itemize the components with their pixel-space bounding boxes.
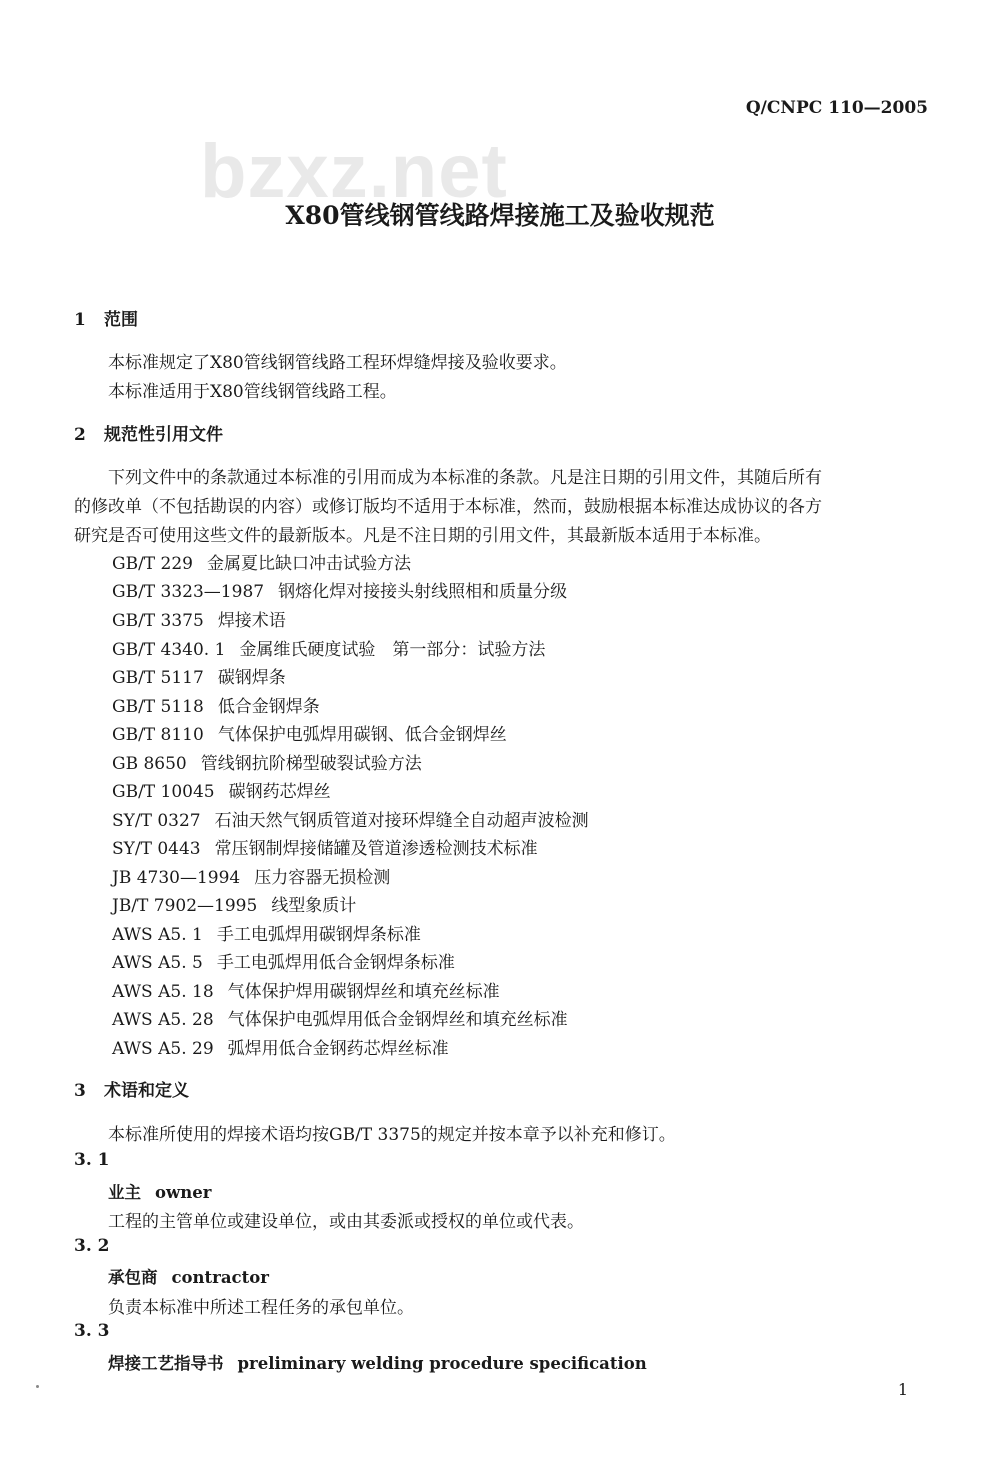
reference-title: 手工电弧焊用碳钢焊条标准	[216, 925, 421, 945]
paragraph-line: 下列文件中的条款通过本标准的引用而成为本标准的条款。凡是注日期的引用文件，其随后所有	[108, 468, 822, 488]
reference-item	[112, 920, 421, 945]
paragraph: 本标准所使用的焊接术语均按GB/T 3375的规定并按本章予以补充和修订。	[108, 1125, 676, 1145]
reference-item	[112, 948, 455, 973]
section-title: 范围	[104, 310, 138, 330]
reference-item	[112, 777, 331, 802]
reference-item	[112, 635, 545, 660]
reference-title: 手工电弧焊用低合金钢焊条标准	[216, 953, 455, 973]
reference-title: 气体保护焊用碳钢焊丝和填充丝标准	[227, 982, 500, 1002]
subsection-number: 3. 1	[74, 1150, 110, 1170]
reference-code: AWS A5. 5	[112, 953, 203, 973]
reference-code: GB/T 3323—1987	[112, 582, 265, 602]
term-heading	[108, 1350, 647, 1374]
reference-code: GB/T 5117	[112, 668, 204, 688]
paragraph-line: 的修改单（不包括勘误的内容）或修订版均不适用于本标准，然而，鼓励根据本标准达成协议的各方	[74, 497, 822, 517]
reference-code: GB/T 4340. 1	[112, 640, 226, 660]
reference-title: 低合金钢焊条	[217, 697, 320, 717]
standard-code: Q/CNPC 110—2005	[745, 98, 928, 118]
reference-title: 压力容器无损检测	[254, 868, 391, 888]
reference-code: JB 4730—1994	[112, 868, 241, 888]
reference-code: AWS A5. 28	[112, 1010, 214, 1030]
section-1-heading	[74, 305, 138, 330]
reference-item	[112, 692, 320, 717]
reference-item	[112, 663, 286, 688]
section-title: 规范性引用文件	[104, 425, 223, 445]
reference-title: 金属维氏硬度试验 第一部分：试验方法	[239, 640, 546, 660]
reference-title: 焊接术语	[217, 611, 286, 631]
reference-item	[112, 720, 507, 745]
reference-code: GB 8650	[112, 754, 187, 774]
reference-item	[112, 749, 422, 774]
subsection-number: 3. 3	[74, 1321, 110, 1341]
reference-code: AWS A5. 29	[112, 1039, 214, 1059]
term-en: preliminary welding procedure specification	[237, 1354, 647, 1373]
scan-speck	[36, 1385, 39, 1388]
term-en: owner	[155, 1183, 212, 1202]
term-zh: 业主	[108, 1183, 141, 1202]
section-2-heading	[74, 420, 223, 445]
reference-title: 管线钢抗阶梯型破裂试验方法	[200, 754, 422, 774]
term-definition: 工程的主管单位或建设单位，或由其委派或授权的单位或代表。	[108, 1212, 584, 1232]
reference-title: 气体保护电弧焊用低合金钢焊丝和填充丝标准	[227, 1010, 568, 1030]
reference-item	[112, 606, 286, 631]
reference-item	[112, 549, 411, 574]
subsection-number: 3. 2	[74, 1236, 110, 1256]
reference-item	[112, 1034, 449, 1059]
reference-code: JB/T 7902—1995	[112, 896, 258, 916]
reference-item	[112, 891, 356, 916]
reference-item	[112, 863, 390, 888]
term-heading	[108, 1264, 269, 1288]
reference-item	[112, 834, 538, 859]
reference-title: 碳钢药芯焊丝	[228, 782, 331, 802]
document-title: X80管线钢管线路焊接施工及验收规范	[285, 201, 715, 230]
section-title: 术语和定义	[104, 1081, 189, 1101]
section-3-heading	[74, 1076, 189, 1101]
reference-title: 气体保护电弧焊用碳钢、低合金钢焊丝	[217, 725, 507, 745]
reference-title: 弧焊用低合金钢药芯焊丝标准	[227, 1039, 449, 1059]
reference-title: 碳钢焊条	[217, 668, 286, 688]
term-en: contractor	[171, 1268, 269, 1287]
paragraph-line: 研究是否可使用这些文件的最新版本。凡是不注日期的引用文件，其最新版本适用于本标准。	[74, 526, 771, 546]
reference-title: 钢熔化焊对接接头射线照相和质量分级	[278, 582, 568, 602]
reference-code: AWS A5. 18	[112, 982, 214, 1002]
section-number: 3	[74, 1081, 86, 1101]
reference-code: SY/T 0443	[112, 839, 201, 859]
reference-code: SY/T 0327	[112, 811, 201, 831]
page-number: 1	[897, 1380, 908, 1399]
section-number: 2	[74, 425, 86, 445]
reference-title: 金属夏比缺口冲击试验方法	[207, 554, 411, 574]
reference-code: GB/T 229	[112, 554, 193, 574]
reference-title: 石油天然气钢质管道对接环焊缝全自动超声波检测	[214, 811, 589, 831]
reference-item	[112, 1005, 568, 1030]
reference-title: 常压钢制焊接储罐及管道渗透检测技术标准	[214, 839, 538, 859]
reference-code: GB/T 3375	[112, 611, 204, 631]
term-definition: 负责本标准中所述工程任务的承包单位。	[108, 1298, 414, 1318]
reference-code: GB/T 5118	[112, 697, 204, 717]
section-number: 1	[74, 310, 86, 330]
reference-item	[112, 577, 567, 602]
reference-code: GB/T 8110	[112, 725, 204, 745]
reference-code: GB/T 10045	[112, 782, 215, 802]
reference-code: AWS A5. 1	[112, 925, 203, 945]
paragraph: 本标准规定了X80管线钢管线路工程环焊缝焊接及验收要求。	[108, 353, 567, 373]
term-zh: 焊接工艺指导书	[108, 1354, 224, 1373]
term-heading	[108, 1179, 211, 1203]
reference-title: 线型象质计	[271, 896, 357, 916]
reference-item	[112, 977, 500, 1002]
watermark: bzxz.net	[200, 129, 508, 214]
term-zh: 承包商	[108, 1268, 158, 1287]
reference-item	[112, 806, 589, 831]
paragraph: 本标准适用于X80管线钢管线路工程。	[108, 382, 397, 402]
